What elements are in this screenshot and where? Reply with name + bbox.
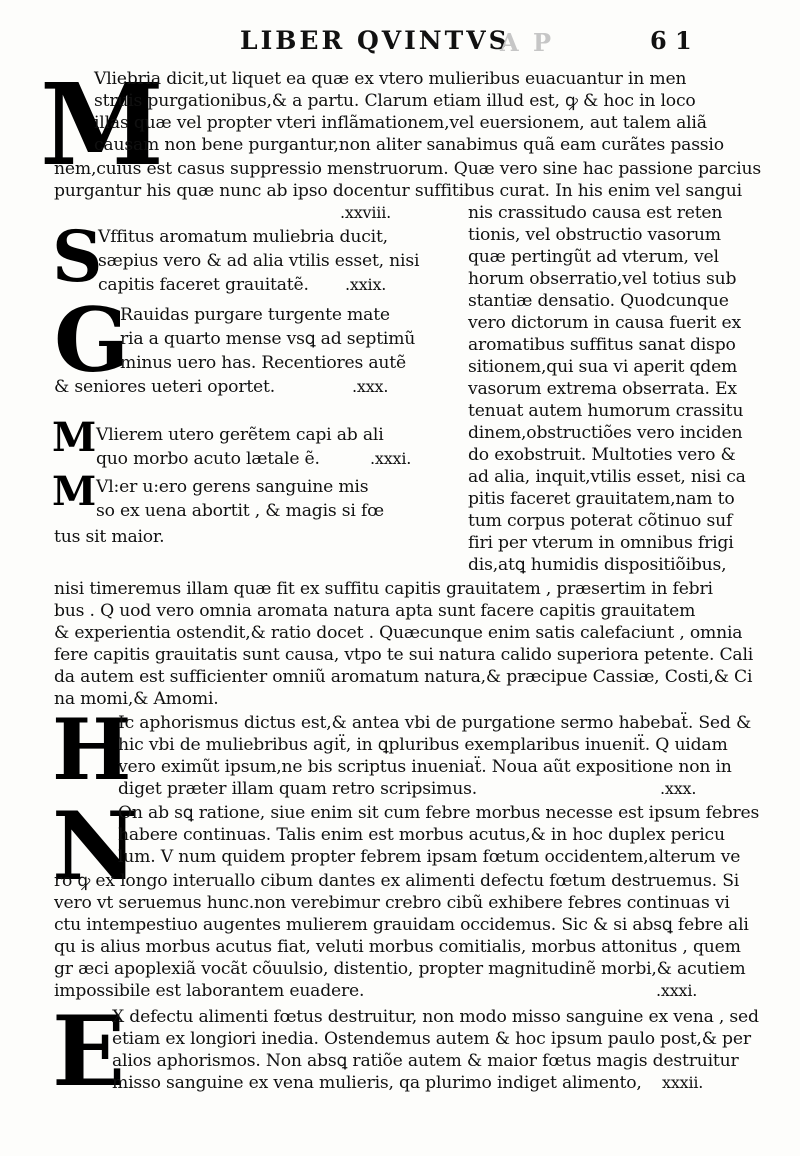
text-line: impossibile est laborantem euadere. bbox=[54, 981, 365, 1001]
running-header bbox=[0, 26, 800, 62]
text-line: Vl:er u:ero gerens sanguine mis bbox=[96, 477, 369, 497]
text-line: minus uero has. Recentiores autẽ bbox=[120, 353, 406, 373]
text-line: Vliebria dicit,ut liquet ea quæ ex vtero mulieribus euacuantur in men bbox=[94, 69, 687, 89]
text-line: & seniores ueteri oportet. bbox=[54, 377, 275, 397]
text-line: On ab sꝗ ratione, siue enim sit cum febre morbus necesse est ipsum febres bbox=[118, 803, 760, 823]
text-line: nem,cuius est casus suppressio menstruorum. Quæ vero sine hac passione parcius bbox=[54, 159, 762, 179]
drop-cap: G bbox=[54, 288, 130, 392]
running-title: LIBER QVINTVS bbox=[240, 26, 510, 55]
text-line: horum obserratio,vel totius sub bbox=[468, 269, 737, 289]
text-line: & experientia ostendit,& ratio docet . Quæcunque enim satis calefaciunt , omnia bbox=[54, 623, 743, 643]
text-line: tum corpus poterat cõtinuo suf bbox=[468, 511, 733, 531]
text-line: dinem,obstructiões vero inciden bbox=[468, 423, 743, 443]
text-line: ro ꝙ ex longo interuallo cibum dantes ex alimenti defectu fœtum destruemus. Si bbox=[54, 871, 740, 891]
text-line: tenuat autem humorum crassitu bbox=[468, 401, 744, 421]
text-line: pitis faceret grauitatem,nam to bbox=[468, 489, 735, 509]
drop-cap: M bbox=[40, 60, 164, 191]
text-line: ria a quarto mense vsꝗ ad septimũ bbox=[120, 329, 416, 349]
text-line: vero vt seruemus hunc.non verebimur crebro cibũ exhibere febres continuas vi bbox=[54, 893, 730, 913]
text-line: tus sit maior. bbox=[54, 527, 165, 547]
text-line: lum. V num quidem propter febrem ipsam fœtum occidentem,alterum ve bbox=[118, 847, 741, 867]
text-line: Rauidas purgare turgente mate bbox=[120, 305, 390, 325]
text-line: X defectu alimenti fœtus destruitur, non modo misso sanguine ex vena , sed bbox=[112, 1007, 759, 1027]
aphorism-number: .xxix. bbox=[345, 275, 387, 294]
text-line: dis,atꝗ humidis dispositiõibus, bbox=[468, 555, 727, 575]
drop-cap: M bbox=[52, 414, 97, 461]
text-line: stantiæ densatio. Quodcunque bbox=[468, 291, 729, 311]
text-line: vasorum extrema obserrata. Ex bbox=[468, 379, 737, 399]
text-line: capitis faceret grauitatẽ. bbox=[98, 275, 309, 295]
text-line: nis crassitudo causa est reten bbox=[468, 203, 723, 223]
text-line: aromatibus suffitus sanat dispo bbox=[468, 335, 736, 355]
text-line: firi per vterum in omnibus frigi bbox=[468, 533, 734, 553]
text-line: habere continuas. Talis enim est morbus acutus,& in hoc duplex pericu bbox=[118, 825, 725, 845]
text-line: struis purgationibus,& a partu. Clarum etiam illud est, ꝙ & hoc in loco bbox=[94, 91, 696, 111]
drop-cap: E bbox=[52, 995, 126, 1108]
text-line: ad alia, inquit,vtilis esset, nisi ca bbox=[468, 467, 746, 487]
aphorism-number: .xxxi. bbox=[656, 981, 698, 1000]
text-line: illas quæ vel propter vteri inflãmationem,vel euersionem, aut talem aliã bbox=[94, 113, 707, 133]
text-line: etiam ex longiori inedia. Ostendemus autem & hoc ipsum paulo post,& per bbox=[112, 1029, 751, 1049]
aphorism-number: .xxx. bbox=[660, 779, 697, 798]
text-line: diget præter illam quam retro scripsimus. bbox=[118, 779, 478, 799]
text-line: quæ pertingũt ad vterum, vel bbox=[468, 247, 719, 267]
text-line: da autem est sufficienter omniũ aromatum natura,& præcipue Cassiæ, Costi,& Ci bbox=[54, 667, 753, 687]
text-line: Vffitus aromatum muliebria ducit, bbox=[98, 227, 388, 247]
aphorism-number: .xxviii. bbox=[340, 203, 392, 222]
text-line: sitionem,qui sua vi aperit qdem bbox=[468, 357, 738, 377]
text-line: Vlierem utero gerẽtem capi ab ali bbox=[96, 425, 384, 445]
text-line: tionis, vel obstructio vasorum bbox=[468, 225, 721, 245]
text-line: misso sanguine ex vena mulieris, qa plurimo indiget alimento, bbox=[112, 1073, 642, 1093]
text-line: hic vbi de muliebribus agiẗ, in ꝗpluribus exemplaribus inueniẗ. Q uidam bbox=[118, 735, 728, 755]
text-line: gr æci apoplexiã vocãt cõuulsio, distentio, propter magnitudinẽ morbi,& acutiem bbox=[54, 959, 746, 979]
drop-cap: H bbox=[52, 700, 132, 799]
text-line: ctu intempestiuo augentes mulierem grauidam occidemus. Sic & si absꝗ febre ali bbox=[54, 915, 749, 935]
aphorism-number: .xxx. bbox=[352, 377, 389, 396]
text-line: alios aphorismos. Non absꝗ ratiõe autem & maior fœtus magis destruitur bbox=[112, 1051, 739, 1071]
drop-cap: S bbox=[52, 215, 103, 298]
text-line: Ic aphorismus dictus est,& antea vbi de purgatione sermo habebaẗ. Sed & bbox=[118, 713, 752, 733]
text-line: fere capitis grauitatis sunt causa, vtpo te sui natura calido superiora petente. Cali bbox=[54, 645, 754, 665]
text-line: nisi timeremus illam quæ fit ex suffitu capitis grauitatem , præsertim in febri bbox=[54, 579, 713, 599]
text-line: do exobstruit. Multoties vero & bbox=[468, 445, 736, 465]
text-line: so ex uena abortit , & magis si fœ bbox=[96, 501, 384, 521]
drop-cap: M bbox=[52, 468, 97, 515]
aphorism-number: .xxxi. bbox=[370, 449, 412, 468]
aphorism-number: xxxii. bbox=[662, 1073, 704, 1092]
text-line: bus . Q uod vero omnia aromata natura apta sunt facere capitis grauitatem bbox=[54, 601, 696, 621]
text-line: vero dictorum in causa fuerit ex bbox=[468, 313, 741, 333]
text-line: qu is alius morbus acutus fiat, veluti morbus comitialis, morbus attonitus , quem bbox=[54, 937, 741, 957]
text-line: sæpius vero & ad alia vtilis esset, nisi bbox=[98, 251, 420, 271]
text-line: na momi,& Amomi. bbox=[54, 689, 219, 709]
text-line: causam non bene purgantur,non aliter sanabimus quã eam curãtes passio bbox=[94, 135, 724, 155]
text-line: vero eximũt ipsum,ne bis scriptus inueniaẗ. Noua aũt expositione non in bbox=[118, 757, 732, 777]
text-line: quo morbo acuto lætale ẽ. bbox=[96, 449, 320, 469]
drop-cap: N bbox=[52, 792, 138, 902]
page-number: 6 1 bbox=[650, 26, 692, 55]
bleed-through-header: A P bbox=[500, 28, 555, 57]
text-line: purgantur his quæ nunc ab ipso docentur suffitibus curat. In his enim vel sangui bbox=[54, 181, 742, 201]
